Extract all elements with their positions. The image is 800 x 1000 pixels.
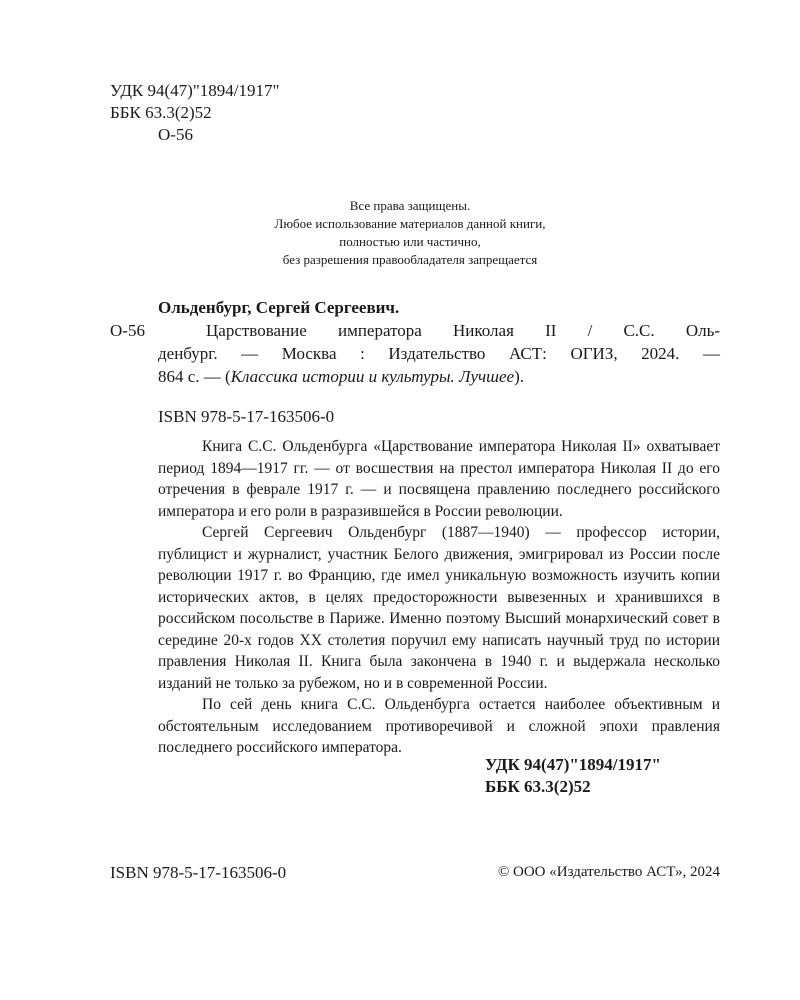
bbk-code-bottom: ББК 63.3(2)52 [485,777,591,796]
rights-line-4: без разрешения правообладателя запрещается [282,252,538,267]
bbk-code: ББК 63.3(2)52 [110,103,212,122]
catalog-author: Ольденбург, Сергей Сергеевич. [158,298,400,317]
catalog-title-line-1: Царствование императора Николая II / С.С. Оль- [206,321,720,340]
catalog-series-close: ). [514,367,524,386]
udk-code: УДК 94(47)"1894/1917" [110,81,280,100]
catalog-pages: 864 с. — ( [158,367,231,386]
annotation-paragraph-1: Книга С.С. Ольденбурга «Царствование императора Николая II» охватывает период 1894—1917 гг. — от восшествия на престол императора Николая II до его отречения в феврале 1917 г. — и посвящена правлению последнего российского императора и его роли в разразившейся в России революции. [158,438,720,520]
annotation [158,436,720,759]
catalog-series: Классика истории и культуры. Лучшее [230,367,515,386]
rights-line-1: Все права защищены. [349,198,471,213]
footer-isbn: ISBN 978-5-17-163506-0 [110,863,287,882]
catalog-record [110,296,720,428]
classification-codes-top [110,80,279,146]
udk-code-bottom: УДК 94(47)"1894/1917" [485,755,661,774]
rights-notice [160,197,660,269]
catalog-title-line-3 [110,365,720,388]
catalog-title-line-2: денбург. — Москва : Издательство АСТ: ОГИЗ, 2024. — [158,344,720,363]
footer-copyright: © ООО «Издательство АСТ», 2024 [497,864,720,880]
annotation-paragraph-2: Сергей Сергеевич Ольденбург (1887—1940) — профессор истории, публицист и журналист, участник Белого движения, эмигрировал из России после революции 1917 г. во Францию, где имел уникальную возможность изучить копии исторических актов, в целях предосторожности вывезенных и хранившихся в российском посольстве в Париже. Именно поэтому Высший монархический совет в середине 20-х годов XX столетия поручил ему написать научный труд по истории правления Николая II. Книга была закончена в 1940 г. и выдержала несколько изданий не только за рубежом, но и в современной России. [158,524,720,692]
catalog-isbn: ISBN 978-5-17-163506-0 [158,407,335,426]
annotation-paragraph-3: По сей день книга С.С. Ольденбурга остается наиболее объективным и обстоятельным исследованием противоречивой и сложной эпохи правления последнего российского императора. [158,696,720,756]
catalog-code: О-56 [110,321,145,340]
author-mark: О-56 [158,125,193,144]
rights-line-2: Любое использование материалов данной книги, [274,216,546,231]
catalog-entry [110,319,720,388]
rights-line-3: полностью или частично, [339,234,481,249]
classification-codes-bottom [485,754,661,798]
